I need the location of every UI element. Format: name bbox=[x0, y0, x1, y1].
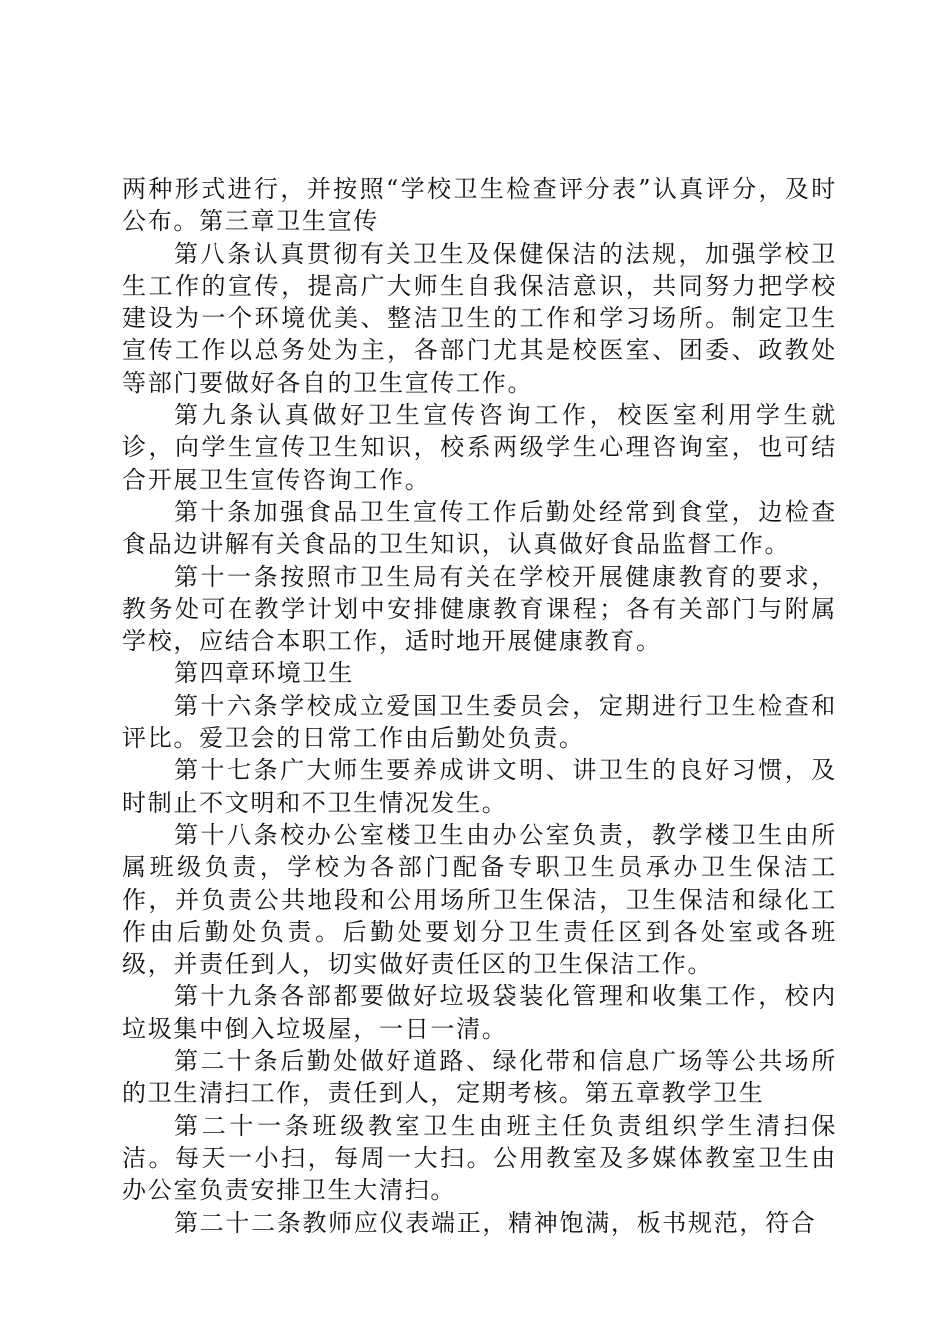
paragraph-article-8: 第八条认真贯彻有关卫生及保健保洁的法规，加强学校卫生工作的宣传，提高广大师生自我保洁意识，共同努力把学校建设为一个环境优美、整洁卫生的工作和学习场所。制定卫生宣传工作以总务处为主，各部门尤其是校医室、团委、政教处等部门要做好各自的卫生宣传工作。 bbox=[122, 239, 837, 397]
paragraph-article-17: 第十七条广大师生要养成讲文明、讲卫生的良好习惯，及时制止不文明和不卫生情况发生。 bbox=[122, 756, 837, 817]
paragraph-article-21: 第二十一条班级教室卫生由班主任负责组织学生清扫保洁。每天一小扫，每周一大扫。公用教室及多媒体教室卫生由办公室负责安排卫生大清扫。 bbox=[122, 1111, 837, 1205]
paragraph-article-19: 第十九条各部都要做好垃圾袋装化管理和收集工作，校内垃圾集中倒入垃圾屋，一日一清。 bbox=[122, 982, 837, 1043]
document-body bbox=[122, 173, 837, 1239]
paragraph-article-9: 第九条认真做好卫生宣传咨询工作，校医室利用学生就诊，向学生宣传卫生知识，校系两级学生心理咨询室，也可结合开展卫生宣传咨询工作。 bbox=[122, 401, 837, 494]
paragraph-article-10: 第十条加强食品卫生宣传工作后勤处经常到食堂，边检查食品边讲解有关食品的卫生知识，认真做好食品监督工作。 bbox=[122, 497, 837, 559]
paragraph-article-18: 第十八条校办公室楼卫生由办公室负责，教学楼卫生由所属班级负责，学校为各部门配备专职卫生员承办卫生保洁工作，并负责公共地段和公用场所卫生保洁，卫生保洁和绿化工作由后勤处负责。后勤处要划分卫生责任区到各处室或各班级，并责任到人，切实做好责任区的卫生保洁工作。 bbox=[122, 820, 837, 979]
chapter-heading-4: 第四章环境卫生 bbox=[174, 659, 354, 688]
paragraph-article-11: 第十一条按照市卫生局有关在学校开展健康教育的要求，教务处可在教学计划中安排健康教育课程；各有关部门与附属学校，应结合本职工作，适时地开展健康教育。 bbox=[122, 562, 837, 656]
paragraph-article-20: 第二十条后勤处做好道路、绿化带和信息广场等公共场所的卫生清扫工作，责任到人，定期考核。第五章教学卫生 bbox=[122, 1047, 837, 1108]
paragraph-article-22: 第二十二条教师应仪表端正，精神饱满，板书规范，符合 bbox=[174, 1208, 817, 1237]
paragraph-continuation: 两种形式进行，并按照“学校卫生检查评分表”认真评分，及时公布。第三章卫生宣传 bbox=[122, 175, 837, 236]
paragraph-article-16: 第十六条学校成立爱国卫生委员会，定期进行卫生检查和评比。爱卫会的日常工作由后勤处负责。 bbox=[122, 691, 837, 753]
